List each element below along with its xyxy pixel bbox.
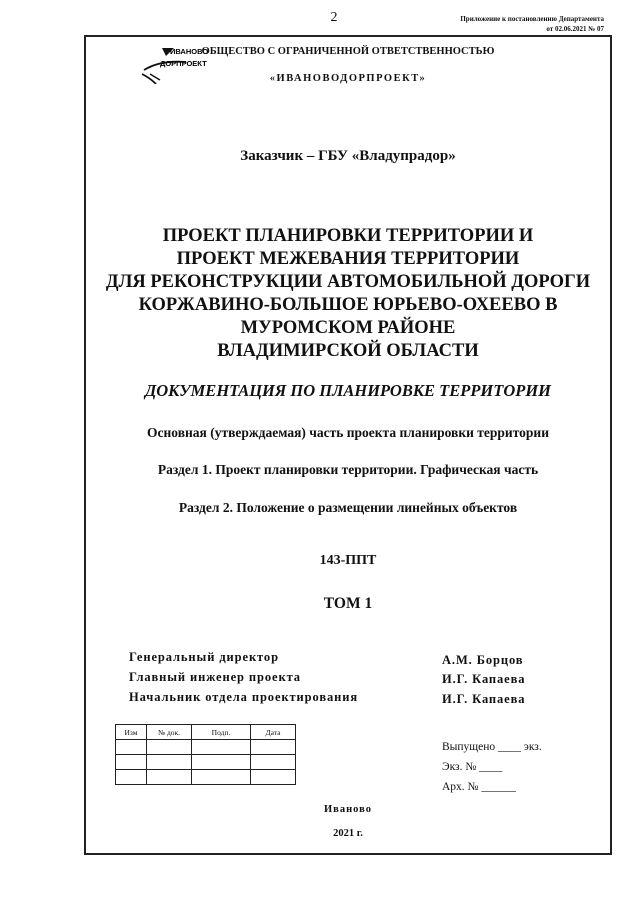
logo-line-2: ДОРПРОЕКТ	[160, 59, 207, 68]
issued-copies: Выпущено ____ экз.	[442, 741, 542, 753]
changes-table	[115, 724, 296, 785]
volume-number: ТОМ 1	[323, 595, 373, 612]
title-line: ВЛАДИМИРСКОЙ ОБЛАСТИ	[217, 341, 479, 361]
appendix-line-2: от 02.06.2021 № 07	[546, 25, 604, 33]
table-header-cell: Изм	[116, 725, 147, 740]
table-cell	[251, 755, 296, 770]
title-line: КОРЖАВИНО-БОЛЬШОЕ ЮРЬЕВО-ОХЕЕВО В	[138, 295, 558, 315]
document-title	[84, 225, 612, 363]
page-number: 2	[330, 10, 338, 25]
organization-form: ОБЩЕСТВО С ОГРАНИЧЕННОЙ ОТВЕТСТВЕННОСТЬЮ	[201, 46, 495, 57]
signatory-name: И.Г. Капаева	[442, 672, 526, 686]
table-cell	[251, 740, 296, 755]
main-part-label: Основная (утверждаемая) часть проекта планировки территории	[147, 425, 549, 440]
table-cell	[116, 770, 147, 785]
copy-number: Экз. № ____	[442, 761, 503, 773]
appendix-note	[460, 14, 604, 34]
table-cell	[147, 740, 192, 755]
city: Иваново	[324, 804, 372, 815]
title-line: МУРОМСКОМ РАЙОНЕ	[240, 318, 456, 338]
table-header-cell: Подп.	[192, 725, 251, 740]
table-row	[116, 755, 296, 770]
table-header-cell: Дата	[251, 725, 296, 740]
table-cell	[147, 770, 192, 785]
title-line: ДЛЯ РЕКОНСТРУКЦИИ АВТОМОБИЛЬНОЙ ДОРОГИ	[105, 272, 591, 292]
year: 2021 г.	[333, 828, 363, 839]
table-cell	[192, 770, 251, 785]
table-row	[116, 770, 296, 785]
table-header-row	[116, 725, 296, 740]
signatory-role: Генеральный директор	[129, 650, 279, 664]
section-1-label: Раздел 1. Проект планировки территории. Графическая часть	[157, 462, 539, 477]
section-2-label: Раздел 2. Положение о размещении линейных объектов	[178, 500, 518, 515]
signatory-name: А.М. Борцов	[442, 653, 524, 667]
archive-number: Арх. № ______	[442, 781, 516, 793]
logo-line-1: ИВАНОВО	[170, 47, 209, 56]
table-cell	[116, 755, 147, 770]
table-cell	[192, 755, 251, 770]
table-cell	[116, 740, 147, 755]
signatory-role: Главный инженер проекта	[129, 670, 301, 684]
signatory-name: И.Г. Капаева	[442, 692, 526, 706]
table-row	[116, 740, 296, 755]
signatory-role: Начальник отдела проектирования	[129, 690, 359, 704]
title-line: ПРОЕКТ МЕЖЕВАНИЯ ТЕРРИТОРИИ	[176, 249, 520, 269]
project-code: 143-ППТ	[319, 553, 377, 568]
organization-name: «ИВАНОВОДОРПРОЕКТ»	[269, 73, 427, 84]
table-header-cell: № док.	[147, 725, 192, 740]
appendix-line-1: Приложение к постановлению Департамента	[460, 15, 604, 23]
documentation-type: ДОКУМЕНТАЦИЯ ПО ПЛАНИРОВКЕ ТЕРРИТОРИИ	[145, 381, 551, 400]
table-cell	[192, 740, 251, 755]
title-line: ПРОЕКТ ПЛАНИРОВКИ ТЕРРИТОРИИ И	[162, 226, 534, 246]
table-cell	[251, 770, 296, 785]
customer-line: Заказчик – ГБУ «Владупрадор»	[240, 148, 456, 164]
table-cell	[147, 755, 192, 770]
